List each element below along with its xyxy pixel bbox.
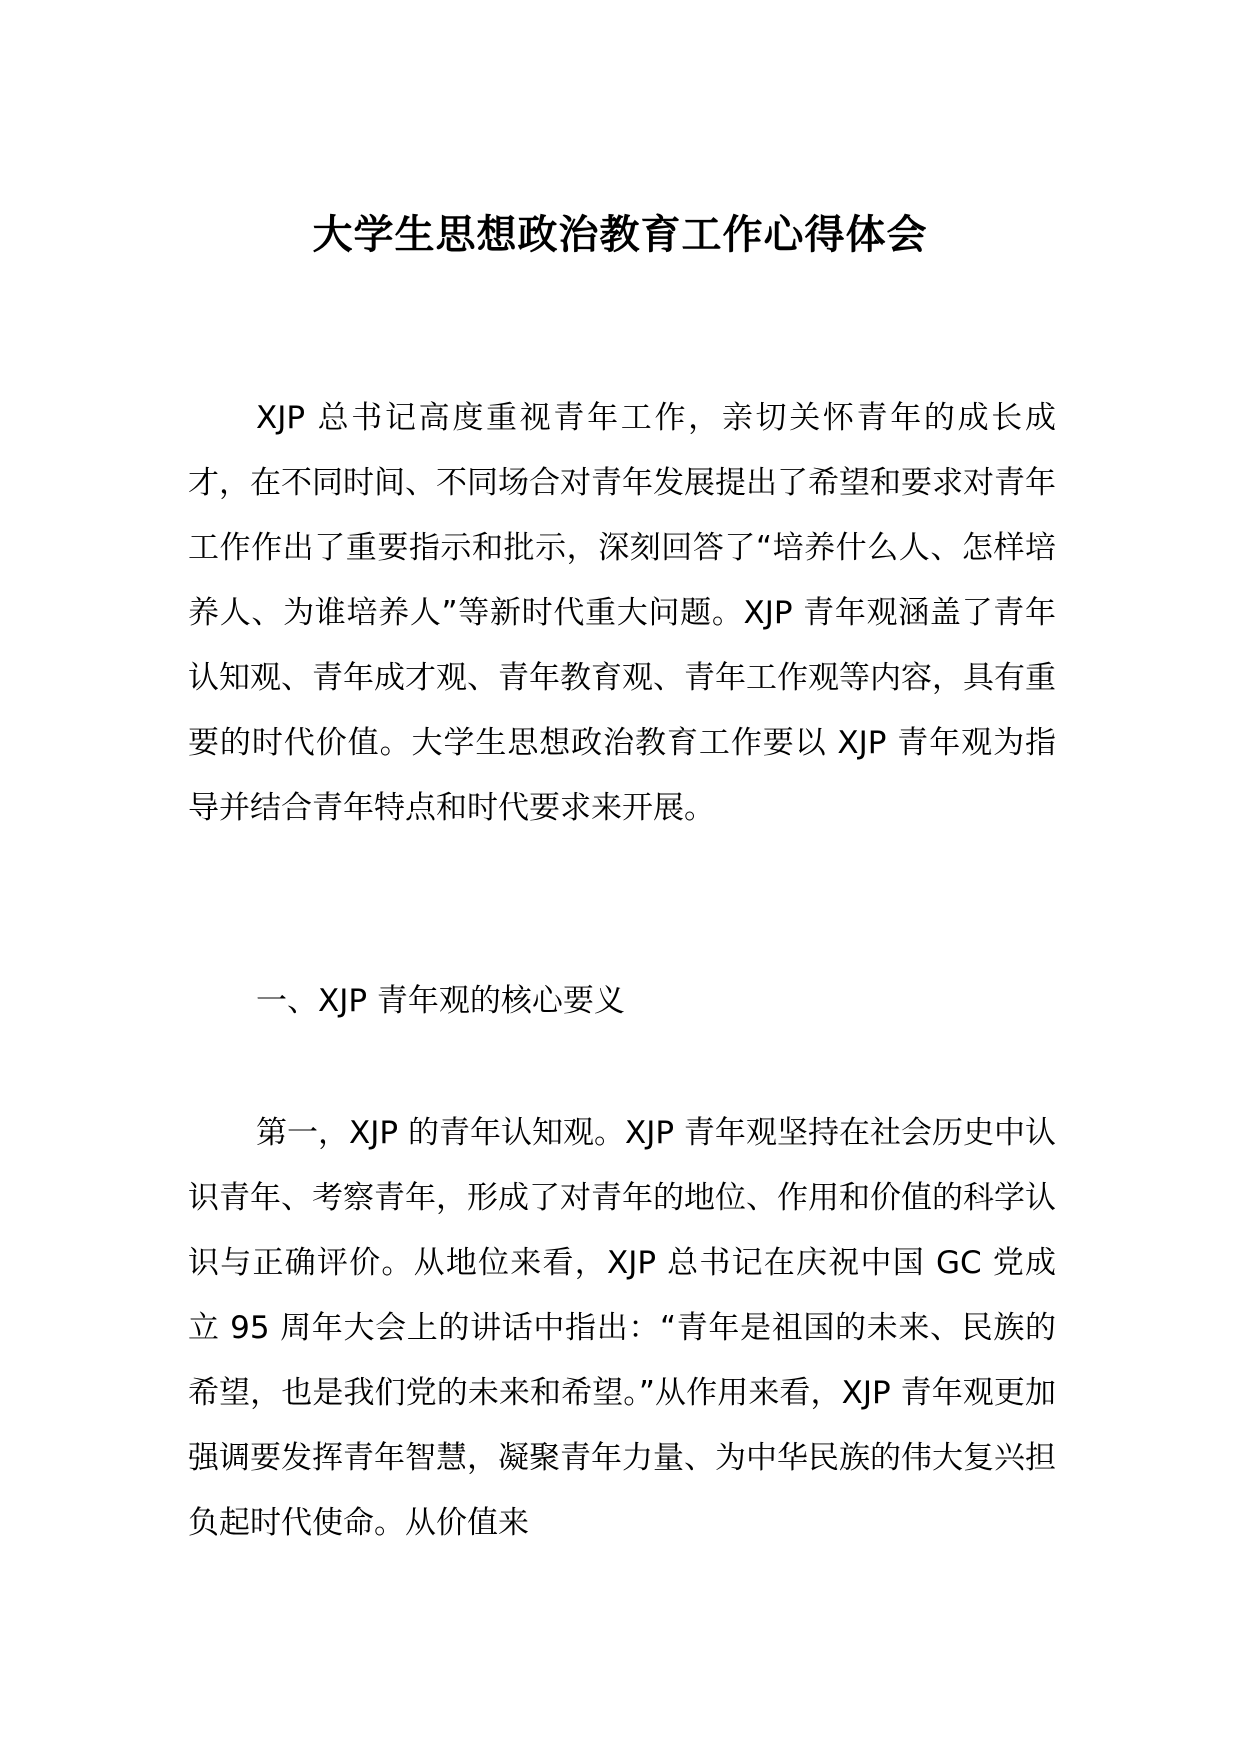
page-title: 大学生思想政治教育工作心得体会 [312,212,928,258]
intro-paragraph: XJP 总书记高度重视青年工作，亲切关怀青年的成长成才，在不同时间、不同场合对青年发展提出了希望和要求对青年工作作出了重要指示和批示，深刻回答了“培养什么人、怎样培养人、为谁培养人”等新时代重大问题。XJP 青年观涵盖了青年认知观、青年成才观、青年教育观、青年工作观等内容，具有重要的时代价值。大学生思想政治教育工作要以 XJP 青年观为指导并结合青年特点和时代要求来开展。 [188,400,1056,826]
section-heading: 一、XJP 青年观的核心要义 [256,983,625,1019]
body-paragraph: 第一，XJP 的青年认知观。XJP 青年观坚持在社会历史中认识青年、考察青年，形成了对青年的地位、作用和价值的科学认识与正确评价。从地位来看，XJP 总书记在庆祝中国 GC 党成立 95 周年大会上的讲话中指出：“青年是祖国的未来、民族的希望，也是我们党的未来和希望。”从作用来看，XJP 青年观更加强调要发挥青年智慧，凝聚青年力量、为中华民族的伟大复兴担负起时代使命。从价值来 [188,1115,1056,1541]
